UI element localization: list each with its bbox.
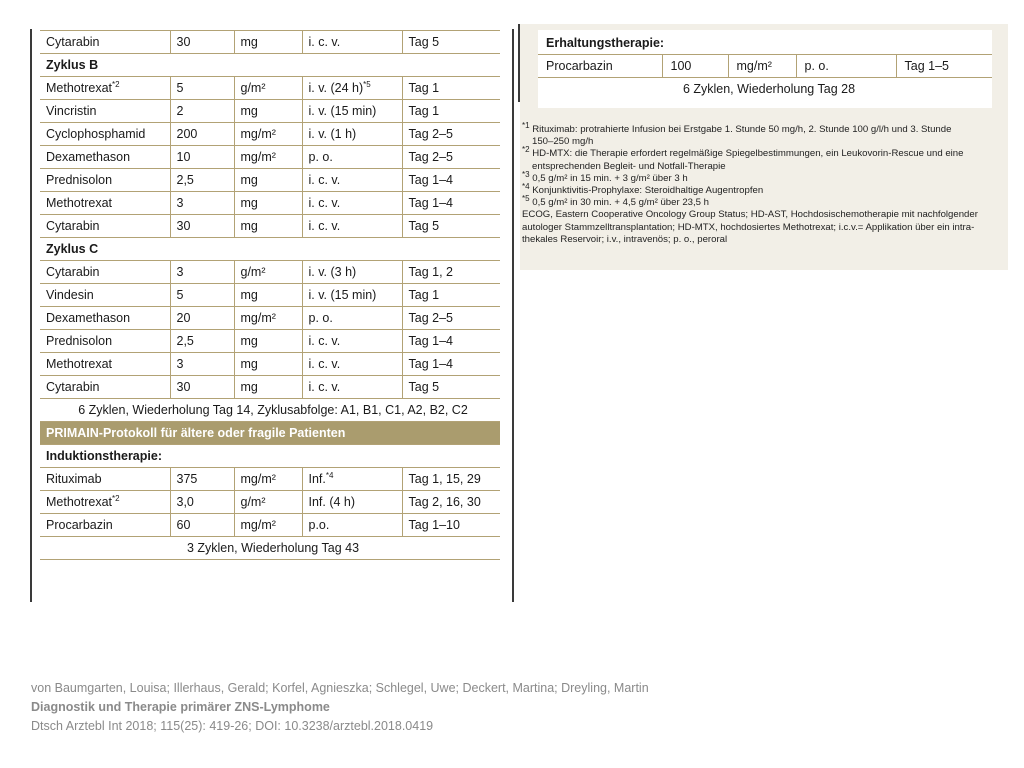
- dose-cell: 2,5: [170, 330, 234, 353]
- footnote-continuation: entsprechenden Begleit- und Notfall-Therapie: [532, 160, 726, 172]
- unit-cell: mg: [234, 284, 302, 307]
- footnote-mark: *5: [522, 194, 530, 204]
- route-cell: Inf. (4 h): [302, 491, 402, 514]
- route-text: Inf.: [308, 472, 326, 486]
- day-cell: Tag 1, 2: [402, 261, 500, 284]
- unit-cell: mg/m²: [234, 514, 302, 537]
- unit-cell: g/m²: [234, 77, 302, 100]
- footnote: [522, 169, 1006, 185]
- route-cell: i. c. v.: [302, 31, 402, 54]
- day-cell: Tag 2–5: [402, 146, 500, 169]
- summary-row: [538, 78, 992, 101]
- day-cell: Tag 5: [402, 31, 500, 54]
- drug-cell: Dexamethason: [40, 307, 170, 330]
- table-row: [538, 55, 992, 78]
- route-cell: i. c. v.: [302, 353, 402, 376]
- unit-cell: g/m²: [234, 491, 302, 514]
- dose-cell: 2,5: [170, 169, 234, 192]
- footnote: [522, 181, 1006, 197]
- section-heading: [40, 238, 500, 261]
- drug-cell: Procarbazin: [40, 514, 170, 537]
- drug-cell: Vindesin: [40, 284, 170, 307]
- regimen-table: [40, 30, 500, 560]
- footnote: [522, 194, 1006, 209]
- drug-cell: Prednisolon: [40, 169, 170, 192]
- footnote: [522, 120, 1006, 136]
- table-row: [40, 330, 500, 353]
- left-panel-border: [512, 29, 514, 602]
- drug-cell: Cyclophosphamid: [40, 123, 170, 146]
- drug-cell: [40, 491, 170, 514]
- abbreviation-line: autologer Stammzelltransplantation; HD-MTX, hochdosiertes Methotrexat; i.c.v.= Applikation über ein intra-: [522, 221, 975, 233]
- dose-cell: 100: [662, 55, 728, 78]
- footnote-mark: *2: [112, 79, 120, 89]
- footnote-text: Rituximab: protrahierte Infusion bei Erstgabe 1. Stunde 50 mg/h, 2. Stunde 100 g/l/h und 3. Stunde: [529, 124, 952, 135]
- left-panel-border: [30, 29, 32, 602]
- table-row: [40, 261, 500, 284]
- maintenance-title: Erhaltungstherapie:: [538, 32, 992, 55]
- table-row: [40, 169, 500, 192]
- citation-title: Diagnostik und Therapie primärer ZNS-Lymphome: [31, 700, 330, 714]
- footnote-mark: *3: [522, 169, 530, 179]
- table-row: [40, 77, 500, 100]
- route-cell: p. o.: [302, 146, 402, 169]
- table-row: [40, 215, 500, 238]
- dose-cell: 30: [170, 31, 234, 54]
- cycle-c-title: Zyklus C: [40, 238, 500, 261]
- summary-row: [40, 537, 500, 560]
- drug-cell: Cytarabin: [40, 215, 170, 238]
- route-cell: p. o.: [302, 307, 402, 330]
- route-cell: p.o.: [302, 514, 402, 537]
- unit-cell: mg: [234, 330, 302, 353]
- dose-cell: 200: [170, 123, 234, 146]
- unit-cell: mg/m²: [234, 146, 302, 169]
- right-panel-border: [518, 24, 520, 102]
- dose-cell: 2: [170, 100, 234, 123]
- day-cell: Tag 5: [402, 376, 500, 399]
- table-row: [40, 307, 500, 330]
- unit-cell: g/m²: [234, 261, 302, 284]
- citation: [31, 679, 649, 736]
- day-cell: Tag 1–4: [402, 169, 500, 192]
- route-cell: i. v. (1 h): [302, 123, 402, 146]
- dose-cell: 375: [170, 468, 234, 491]
- maintenance-table: [538, 32, 992, 100]
- unit-cell: mg: [234, 215, 302, 238]
- unit-cell: mg/m²: [234, 307, 302, 330]
- footnote-text: 0,5 g/m² in 30 min. + 4,5 g/m² über 23,5 h: [529, 197, 710, 209]
- day-cell: Tag 2, 16, 30: [402, 491, 500, 514]
- dose-cell: 30: [170, 215, 234, 238]
- day-cell: Tag 1–4: [402, 330, 500, 353]
- drug-cell: Cytarabin: [40, 31, 170, 54]
- day-cell: Tag 1–4: [402, 192, 500, 215]
- route-cell: i. v. (15 min): [302, 100, 402, 123]
- drug-cell: Vincristin: [40, 100, 170, 123]
- unit-cell: mg: [234, 169, 302, 192]
- day-cell: Tag 1, 15, 29: [402, 468, 500, 491]
- table-row: [40, 491, 500, 514]
- footnote-mark: *2: [522, 145, 530, 155]
- route-text: i. v. (24 h): [308, 81, 364, 95]
- footnotes: [522, 120, 1006, 246]
- dose-cell: 20: [170, 307, 234, 330]
- footnote-mark: *4: [325, 470, 334, 480]
- primain-banner-row: [40, 422, 500, 445]
- primain-banner: PRIMAIN-Protokoll für ältere oder fragile Patienten: [40, 422, 500, 445]
- table-row: [40, 192, 500, 215]
- abbreviation-line: thekales Reservoir; i.v., intravenös; p. o., peroral: [522, 233, 728, 245]
- abbreviation-line: ECOG, Eastern Cooperative Oncology Group Status; HD-AST, Hochdosischemotherapie mit nachfolgender: [522, 209, 978, 221]
- footnote-continuation: 150–250 mg/h: [532, 136, 594, 148]
- table-row: [40, 284, 500, 307]
- day-cell: Tag 1–5: [896, 55, 992, 78]
- unit-cell: mg: [234, 376, 302, 399]
- unit-cell: mg: [234, 192, 302, 215]
- drug-cell: Procarbazin: [538, 55, 662, 78]
- dose-cell: 3: [170, 353, 234, 376]
- footnote-mark: *1: [522, 120, 530, 130]
- citation-journal: Dtsch Arztebl Int 2018; 115(25): 419-26; DOI: 10.3238/arztebl.2018.0419: [31, 719, 434, 733]
- route-cell: i. c. v.: [302, 192, 402, 215]
- route-cell: i. c. v.: [302, 215, 402, 238]
- dose-cell: 5: [170, 284, 234, 307]
- table-row: [40, 31, 500, 54]
- drug-cell: [40, 77, 170, 100]
- day-cell: Tag 1–4: [402, 353, 500, 376]
- footnote-mark: *5: [363, 79, 371, 89]
- footnote: [522, 145, 1006, 160]
- table-row: [40, 146, 500, 169]
- maintenance-summary: 6 Zyklen, Wiederholung Tag 28: [538, 78, 992, 101]
- drug-cell: Rituximab: [40, 468, 170, 491]
- induction-title: Induktionstherapie:: [40, 445, 500, 468]
- drug-name: Methotrexat: [46, 495, 113, 509]
- unit-cell: mg/m²: [728, 55, 796, 78]
- dose-cell: 30: [170, 376, 234, 399]
- day-cell: Tag 1: [402, 284, 500, 307]
- route-cell: i. c. v.: [302, 330, 402, 353]
- section-heading: [40, 54, 500, 77]
- unit-cell: mg/m²: [234, 468, 302, 491]
- table-row: [40, 353, 500, 376]
- dose-cell: 3: [170, 192, 234, 215]
- induction-summary: 3 Zyklen, Wiederholung Tag 43: [40, 537, 500, 560]
- day-cell: Tag 1–10: [402, 514, 500, 537]
- table-row: [40, 468, 500, 491]
- drug-cell: Cytarabin: [40, 376, 170, 399]
- day-cell: Tag 5: [402, 215, 500, 238]
- drug-cell: Dexamethason: [40, 146, 170, 169]
- dose-cell: 3,0: [170, 491, 234, 514]
- day-cell: Tag 1: [402, 77, 500, 100]
- drug-cell: Prednisolon: [40, 330, 170, 353]
- table-row: [40, 514, 500, 537]
- footnote-mark: *2: [112, 493, 120, 503]
- cycle-summary: 6 Zyklen, Wiederholung Tag 14, Zyklusabfolge: A1, B1, C1, A2, B2, C2: [40, 399, 500, 422]
- day-cell: Tag 1: [402, 100, 500, 123]
- day-cell: Tag 2–5: [402, 307, 500, 330]
- unit-cell: mg: [234, 100, 302, 123]
- route-cell: [302, 468, 402, 491]
- citation-authors: von Baumgarten, Louisa; Illerhaus, Gerald; Korfel, Agnieszka; Schlegel, Uwe; Deckert, Martina; Dreyling, Martin: [31, 681, 649, 695]
- table-row: [40, 376, 500, 399]
- dose-cell: 5: [170, 77, 234, 100]
- footnote-mark: *4: [522, 181, 530, 191]
- section-heading: [538, 32, 992, 55]
- drug-cell: Methotrexat: [40, 353, 170, 376]
- footnote-text: 0,5 g/m² in 15 min. + 3 g/m² über 3 h: [529, 172, 688, 184]
- dose-cell: 60: [170, 514, 234, 537]
- unit-cell: mg/m²: [234, 123, 302, 146]
- table-row: [40, 123, 500, 146]
- dose-cell: 3: [170, 261, 234, 284]
- drug-cell: Methotrexat: [40, 192, 170, 215]
- route-cell: [302, 77, 402, 100]
- route-cell: i. v. (3 h): [302, 261, 402, 284]
- unit-cell: mg: [234, 31, 302, 54]
- summary-row: [40, 399, 500, 422]
- section-heading: [40, 445, 500, 468]
- drug-cell: Cytarabin: [40, 261, 170, 284]
- route-cell: i. v. (15 min): [302, 284, 402, 307]
- route-cell: i. c. v.: [302, 376, 402, 399]
- route-cell: i. c. v.: [302, 169, 402, 192]
- day-cell: Tag 2–5: [402, 123, 500, 146]
- dose-cell: 10: [170, 146, 234, 169]
- unit-cell: mg: [234, 353, 302, 376]
- footnote-text: Konjunktivitis-Prophylaxe: Steroidhaltige Augentropfen: [529, 185, 764, 197]
- footnote-text: HD-MTX: die Therapie erfordert regelmäßige Spiegelbestimmungen, ein Leukovorin-Rescue und eine: [529, 148, 964, 160]
- table-row: [40, 100, 500, 123]
- cycle-b-title: Zyklus B: [40, 54, 500, 77]
- drug-name: Methotrexat: [46, 81, 113, 95]
- route-cell: p. o.: [796, 55, 896, 78]
